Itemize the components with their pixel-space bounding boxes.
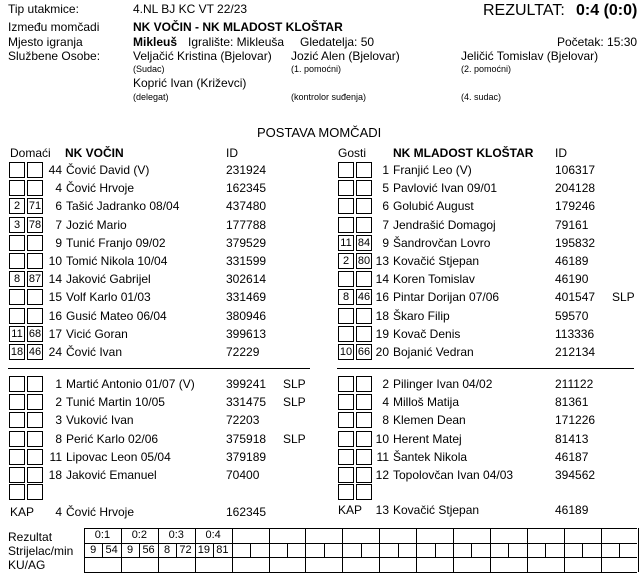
player-row <box>0 162 644 179</box>
empty-box <box>356 484 372 500</box>
player-row <box>0 449 644 466</box>
player-id: 79161 <box>555 217 589 232</box>
official-assistant2-role: (2. pomoćni) <box>461 64 512 74</box>
player-row <box>0 308 644 325</box>
sub-in-box: 2 <box>9 198 25 214</box>
grid-line <box>564 528 565 572</box>
score-cell: 0:3 <box>168 529 184 541</box>
player-id: 70400 <box>226 468 260 482</box>
scorer-cell: 81 <box>216 543 229 556</box>
sub-in-box <box>338 449 354 465</box>
player-id: 302614 <box>226 272 267 287</box>
result-value: 0:4 (0:0) <box>576 2 638 19</box>
grid-line <box>471 543 472 558</box>
player-name: Tunić Martin 10/05 <box>66 395 165 410</box>
grid-line <box>84 557 637 558</box>
player-number: 6 <box>382 199 389 214</box>
player-number: 16 <box>375 290 389 305</box>
player-name: Koren Tomislav <box>393 272 475 287</box>
player-id: 46187 <box>555 449 589 464</box>
grid-line <box>527 528 528 572</box>
player-row <box>0 394 644 411</box>
player-number: 10 <box>375 431 389 446</box>
player-id: 211122 <box>555 377 594 391</box>
player-id: 331469 <box>226 290 267 305</box>
player-number: 3 <box>55 413 62 428</box>
player-row <box>0 376 644 393</box>
player-number: 8 <box>55 431 62 446</box>
player-number: 18 <box>48 468 62 482</box>
scorer-cell: 72 <box>179 543 192 556</box>
grid-line <box>638 528 639 572</box>
player-row <box>0 431 644 448</box>
grid-line <box>84 572 637 573</box>
player-name: Tašić Jadranko 08/04 <box>66 199 180 214</box>
scorer-cell: 19 <box>197 543 211 556</box>
player-number: 8 <box>382 413 389 428</box>
away-side-label: Gosti <box>338 146 367 160</box>
player-name: Šantek Nikola <box>393 449 468 464</box>
sub-in-box <box>338 217 354 233</box>
official-assistant1-name: Jozić Alen (Bjelovar) <box>291 49 400 63</box>
player-number: 17 <box>48 326 62 341</box>
player-number: 7 <box>55 217 62 232</box>
player-id: 195832 <box>555 235 596 250</box>
player-name: Volf Karlo 01/03 <box>66 290 151 305</box>
player-number: 2 <box>382 377 389 391</box>
player-id: 231924 <box>226 163 267 177</box>
player-row <box>0 198 644 215</box>
player-id: 379189 <box>226 449 267 464</box>
player-name: Tunić Franjo 09/02 <box>66 235 166 250</box>
sub-in-box: 10 <box>339 346 353 358</box>
away-captain-label: KAP <box>338 503 363 517</box>
player-id: 331475 <box>226 395 267 410</box>
grid-line <box>601 528 602 572</box>
grid-line <box>250 543 251 558</box>
player-number: 14 <box>375 272 389 287</box>
player-number: 19 <box>375 326 389 341</box>
sub-in-box <box>338 467 354 483</box>
sub-in-box: 3 <box>9 217 25 233</box>
away-captain-name: Kovačić Stjepan <box>393 503 480 517</box>
player-id: 331599 <box>226 254 267 268</box>
player-row <box>0 271 644 288</box>
grid-line <box>582 543 583 558</box>
player-number: 18 <box>375 308 389 323</box>
player-row <box>0 217 644 234</box>
player-name: Čović David (V) <box>66 163 150 177</box>
player-name: Škaro Filip <box>393 308 450 323</box>
sub-in-box <box>338 412 354 428</box>
sub-minute-box: 78 <box>28 218 42 231</box>
officials-label: Službene Osobe: <box>8 49 101 63</box>
sub-in-box: 2 <box>338 253 354 269</box>
scorer-cell: 54 <box>105 543 118 556</box>
sub-in-box <box>338 394 354 410</box>
grid-line <box>416 528 417 572</box>
venue-value: Mikleuš <box>133 35 178 49</box>
player-name: Gusić Mateo 06/04 <box>66 308 167 323</box>
footer-result-label: Rezultat <box>8 530 53 544</box>
player-row <box>0 289 644 306</box>
player-row <box>0 180 644 197</box>
player-number: 1 <box>382 163 389 177</box>
official-referee-name: Veljačić Kristina (Bjelovar) <box>133 49 272 63</box>
player-number: 11 <box>49 449 62 464</box>
player-number: 11 <box>376 449 389 464</box>
sub-in-box <box>338 326 354 342</box>
footer-kuag-label: KU/AG <box>8 558 46 572</box>
scorer-cell: 56 <box>142 543 155 556</box>
player-name: Pilinger Ivan 04/02 <box>393 377 493 391</box>
player-id: 171226 <box>555 413 596 428</box>
match-type-label: Tip utakmice: <box>8 2 79 16</box>
player-id: 179246 <box>555 199 596 214</box>
empty-box <box>27 484 43 500</box>
sub-minute-box: 71 <box>28 200 42 213</box>
sub-minute-box: 46 <box>357 291 371 304</box>
player-id: 46189 <box>555 254 589 268</box>
player-name: Klemen Dean <box>393 413 466 428</box>
player-name: Kovačić Stjepan <box>393 254 480 268</box>
away-subs-divider <box>337 368 634 369</box>
player-number: 20 <box>375 345 389 359</box>
player-number: 4 <box>55 181 62 196</box>
player-name: Lipovac Leon 05/04 <box>66 449 171 464</box>
player-id: 46190 <box>555 272 589 287</box>
grid-line <box>232 528 233 572</box>
sub-in-box: 8 <box>338 289 354 305</box>
sub-minute-box: 66 <box>357 346 371 358</box>
grid-line <box>287 543 288 558</box>
player-name: Golubić August <box>393 199 474 214</box>
player-number: 44 <box>48 163 62 177</box>
grid-line <box>508 543 509 558</box>
player-id: 162345 <box>226 181 267 196</box>
player-name: Čović Hrvoje <box>66 181 135 196</box>
player-id: 81413 <box>555 431 589 446</box>
home-captain-label: KAP <box>10 505 35 519</box>
official-delegate-name: Koprić Ivan (Križevci) <box>133 76 247 90</box>
player-name: Herent Matej <box>393 431 462 446</box>
grid-line <box>269 528 270 572</box>
player-id: 437480 <box>226 199 267 214</box>
player-name: Martić Antonio 01/07 (V) <box>66 377 195 391</box>
grid-line <box>361 543 362 558</box>
player-number: 15 <box>48 290 62 305</box>
player-name: Pintar Dorijan 07/06 <box>393 290 500 305</box>
player-id: 394562 <box>555 468 596 482</box>
scorer-cell: 8 <box>163 543 171 556</box>
section-title: POSTAVA MOMČADI <box>257 125 382 140</box>
player-number: 14 <box>48 272 62 287</box>
sub-in-box <box>338 308 354 324</box>
player-number: 24 <box>48 345 62 359</box>
player-id: 375918 <box>226 431 267 446</box>
player-row <box>0 326 644 343</box>
player-row <box>0 344 644 361</box>
official-assistant1-role: (1. pomoćni) <box>291 64 342 74</box>
player-name: Jaković Emanuel <box>66 468 157 482</box>
grid-line <box>305 528 306 572</box>
player-number: 12 <box>375 468 389 482</box>
empty-box <box>338 484 354 500</box>
player-name: Jendrašić Domagoj <box>393 217 496 232</box>
player-name: Vicić Goran <box>66 326 128 341</box>
player-id: 401547 <box>555 290 596 305</box>
player-number: 16 <box>48 308 62 323</box>
official-referee-role: (Sudac) <box>133 64 165 74</box>
grid-line <box>324 543 325 558</box>
match-type-value: 4.NL BJ KC VT 22/23 <box>133 2 248 16</box>
player-note: SLP <box>612 290 635 305</box>
home-subs-divider <box>8 368 310 369</box>
player-row <box>0 467 644 484</box>
player-name: Kovač Denis <box>393 326 461 341</box>
home-captain-name: Čović Hrvoje <box>66 505 135 519</box>
sub-minute-box: 80 <box>357 255 371 267</box>
home-captain-id: 162345 <box>226 505 267 519</box>
grid-line <box>342 528 343 572</box>
player-id: 379529 <box>226 235 267 250</box>
player-name: Perić Karlo 02/06 <box>66 431 159 446</box>
player-number: 1 <box>55 377 62 391</box>
player-id: 177788 <box>226 217 267 232</box>
player-id: 380946 <box>226 308 267 323</box>
empty-box <box>9 484 25 500</box>
scorer-cell: 9 <box>127 543 134 556</box>
sub-in-box <box>338 198 354 214</box>
player-id: 72203 <box>226 413 260 428</box>
result-label: REZULTAT: <box>483 2 565 19</box>
player-name: Topolovčan Ivan 04/03 <box>393 468 514 482</box>
score-cell: 0:1 <box>94 529 111 541</box>
sub-in-box: 11 <box>9 326 25 342</box>
teams-label: Između momčadi <box>8 20 100 34</box>
player-number: 2 <box>55 395 62 410</box>
footer-scorer-label: Strijelac/min <box>8 544 74 558</box>
player-number: 7 <box>382 217 389 232</box>
sub-in-box: 18 <box>10 346 24 358</box>
player-number: 4 <box>382 395 389 410</box>
player-name: Vuković Ivan <box>66 413 134 428</box>
grid-line <box>379 528 380 572</box>
player-number: 10 <box>48 254 62 268</box>
sub-in-box <box>338 376 354 392</box>
venue-label: Mjesto igranja <box>8 35 83 49</box>
player-name: Franjić Leo (V) <box>393 163 472 177</box>
grid-line <box>453 528 454 572</box>
player-note: SLP <box>283 395 306 410</box>
away-team-name: NK MLADOST KLOŠTAR <box>393 146 534 160</box>
player-name: Tomić Nikola 10/04 <box>66 254 168 268</box>
scorer-cell: 9 <box>90 543 97 556</box>
pitch-value: Igralište: Mikleuša <box>188 35 285 49</box>
grid-line <box>545 543 546 558</box>
grid-line <box>435 543 436 558</box>
player-id: 399241 <box>226 377 267 391</box>
kickoff-value: Početak: 15:30 <box>557 35 638 49</box>
sub-minute-box: 84 <box>357 236 371 249</box>
player-number: 5 <box>382 181 389 196</box>
player-number: 13 <box>375 254 389 268</box>
sub-in-box <box>338 162 354 178</box>
player-id: 399613 <box>226 326 267 341</box>
score-cell: 0:2 <box>131 529 147 541</box>
player-id: 212134 <box>555 345 596 359</box>
home-side-label: Domaći <box>10 146 51 160</box>
sub-minute-box: 46 <box>28 346 42 358</box>
sub-in-box: 8 <box>9 271 25 287</box>
official-fourth-role: (4. sudac) <box>461 92 502 102</box>
sub-in-box <box>338 180 354 196</box>
official-assistant2-name: Jeličić Tomislav (Bjelovar) <box>461 49 599 63</box>
home-team-name: NK VOČIN <box>65 146 124 160</box>
grid-line <box>398 543 399 558</box>
match-title: NK VOČIN - NK MLADOST KLOŠTAR <box>133 20 343 34</box>
player-name: Jozić Mario <box>66 217 127 232</box>
player-id: 72229 <box>226 345 260 359</box>
player-name: Pavlović Ivan 09/01 <box>393 181 498 196</box>
sub-in-box <box>338 431 354 447</box>
player-name: Jaković Gabrijel <box>66 272 151 287</box>
grid-line <box>490 528 491 572</box>
sub-minute-box: 87 <box>28 273 42 286</box>
player-id: 106317 <box>555 163 596 177</box>
official-delegate-role: (delegat) <box>133 92 169 102</box>
player-row <box>0 412 644 429</box>
player-id: 81361 <box>555 395 589 410</box>
player-row <box>0 235 644 252</box>
sub-minute-box: 68 <box>28 327 42 340</box>
player-id: 59570 <box>555 308 589 323</box>
player-row <box>0 253 644 270</box>
player-name: Bojanić Vedran <box>393 345 474 359</box>
player-note: SLP <box>283 431 306 446</box>
away-captain-number: 13 <box>375 503 389 517</box>
player-note: SLP <box>283 377 306 391</box>
official-controller-role: (kontrolor suđenja) <box>291 92 367 102</box>
player-name: Čović Ivan <box>66 345 123 359</box>
player-name: Šandrovčan Lovro <box>393 235 491 250</box>
player-id: 204128 <box>555 181 596 196</box>
sub-in-box: 11 <box>338 235 354 251</box>
player-name: Milloš Matija <box>393 395 460 410</box>
away-id-label: ID <box>555 146 567 160</box>
player-id: 113336 <box>555 326 595 341</box>
sub-in-box <box>338 271 354 287</box>
score-cell: 0:4 <box>205 529 221 541</box>
spectators-value: Gledatelja: 50 <box>300 35 375 49</box>
player-number: 9 <box>382 235 389 250</box>
home-id-label: ID <box>226 146 238 160</box>
player-number: 6 <box>55 199 62 214</box>
home-captain-number: 4 <box>55 505 62 519</box>
grid-line <box>619 543 620 558</box>
player-number: 9 <box>55 235 62 250</box>
away-captain-id: 46189 <box>555 503 589 517</box>
